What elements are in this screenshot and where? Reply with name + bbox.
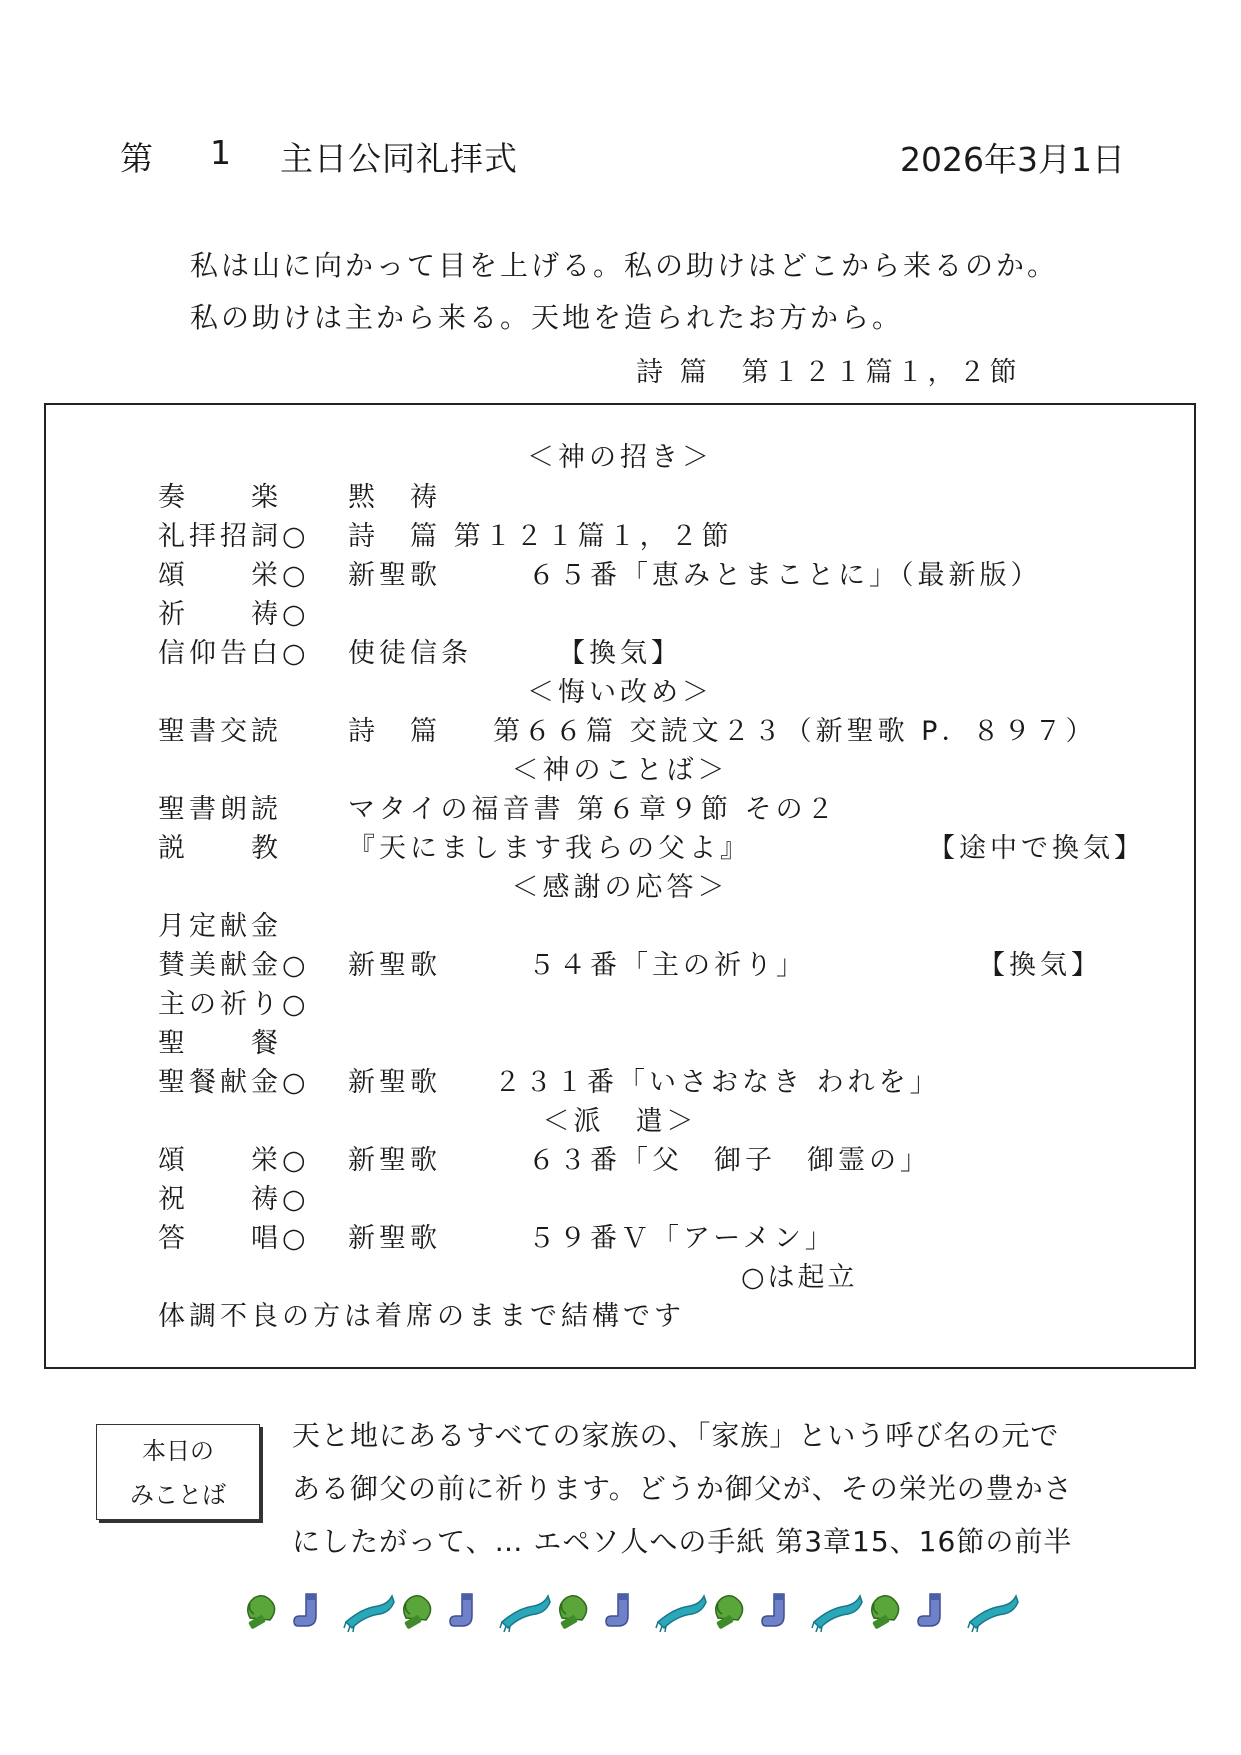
mitten-icon [404,1596,431,1630]
item-label: 聖餐献金○ [158,1067,310,1098]
item-label: 月定献金 [158,911,282,942]
scarf-icon [968,1596,1018,1632]
sock-icon [762,1594,784,1626]
item-detail: 使徒信条 [348,638,472,669]
item-detail: 黙 祷 [348,482,441,513]
section-word: ＜神のことば＞ [511,755,729,786]
todays-word-label [96,1424,260,1520]
item-label: 聖 餐 [158,1028,282,1059]
service-number: 1 [210,133,232,172]
item-label: 礼拝招詞○ [158,521,310,552]
item-label: 聖書交読 [158,716,282,747]
bulletin-ordinal-prefix: 第 [120,139,154,178]
section-thanks: ＜感謝の応答＞ [511,872,729,903]
ventilation-note: 【途中で換気】 [928,833,1145,864]
item-hymnal: 新聖歌 [348,1223,441,1254]
mitten-icon [560,1596,587,1630]
scarf-icon [812,1596,862,1632]
todays-word-label-line1: 本日の [142,1437,214,1465]
todays-word-line-1: 天と地にあるすべての家族の、「家族」という呼び名の元で [292,1419,1060,1452]
service-title: 主日公同礼拝式 [280,139,518,178]
scarf-icon [344,1596,394,1632]
todays-word-label-line2: みことば [130,1481,226,1509]
todays-word-line-2: ある御父の前に祈ります。どうか御父が、その栄光の豊かさ [292,1472,1073,1505]
item-label: 頌 栄○ [158,1145,310,1176]
scarf-icon [656,1596,706,1632]
mitten-icon [248,1596,275,1630]
health-note: 体調不良の方は着席のままで結構です [158,1301,685,1332]
item-label: 祝 祷○ [158,1184,310,1215]
item-hymnal: 新聖歌 [348,560,441,591]
item-label: 説 教 [158,833,282,864]
mitten-icon [716,1596,743,1630]
service-date: 2026年3月1日 [900,140,1125,179]
ventilation-note: 【換気】 [978,950,1102,981]
item-label: 奏 楽 [158,482,282,513]
worship-program [44,403,1196,1369]
item-detail: 詩 篇 [348,716,441,747]
item-label: 賛美献金○ [158,950,310,981]
scarf-icon [500,1596,550,1632]
epigraph-reference: 詩 篇 第１２１篇１，２節 [636,357,1021,388]
item-hymn: ５９番Ｖ「アーメン」 [528,1223,836,1254]
section-sending: ＜派 遣＞ [542,1106,698,1137]
item-label: 聖書朗読 [158,794,282,825]
item-detail: マタイの福音書 第６章９節 その２ [348,794,838,825]
sock-icon [294,1594,316,1626]
item-label: 頌 栄○ [158,560,310,591]
item-hymn: ６３番「父 御子 御霊の」 [528,1145,931,1176]
winter-decoration-row [240,1588,1020,1636]
item-hymnal: 新聖歌 [348,1145,441,1176]
sock-icon [606,1594,628,1626]
item-label: 主の祈り○ [158,989,310,1020]
item-hymnal: 新聖歌 [348,950,441,981]
item-detail: 詩 篇 第１２１篇１，２節 [348,521,733,552]
section-invitation: ＜神の招き＞ [527,442,713,473]
mitten-icon [872,1596,899,1630]
epigraph-line-1: 私は山に向かって目を上げる。私の助けはどこから来るのか。 [190,249,1059,282]
section-repentance: ＜悔い改め＞ [527,677,713,708]
sock-icon [450,1594,472,1626]
item-hymnal: 新聖歌 [348,1067,441,1098]
stand-note: ○は起立 [741,1262,858,1293]
sermon-title: 『天にまします我らの父よ』 [348,833,751,864]
ventilation-note: 【換気】 [558,638,682,669]
todays-word-line-3: にしたがって、… エペソ人への手紙 第3章15、16節の前半 [292,1525,1073,1558]
item-hymn: ２３１番「いさおなき われを」 [494,1067,941,1098]
sock-icon [918,1594,940,1626]
item-hymn: ６５番「恵みとまことに」（最新版） [528,560,1042,591]
item-hymn: ５４番「主の祈り」 [528,950,807,981]
item-label: 答 唱○ [158,1223,310,1254]
item-label: 祈 祷○ [158,599,310,630]
item-label: 信仰告白○ [158,638,310,669]
epigraph-line-2: 私の助けは主から来る。天地を造られたお方から。 [190,301,904,334]
item-reading: 第６６篇 交読文２３（新聖歌 P．８９７） [493,716,1097,747]
